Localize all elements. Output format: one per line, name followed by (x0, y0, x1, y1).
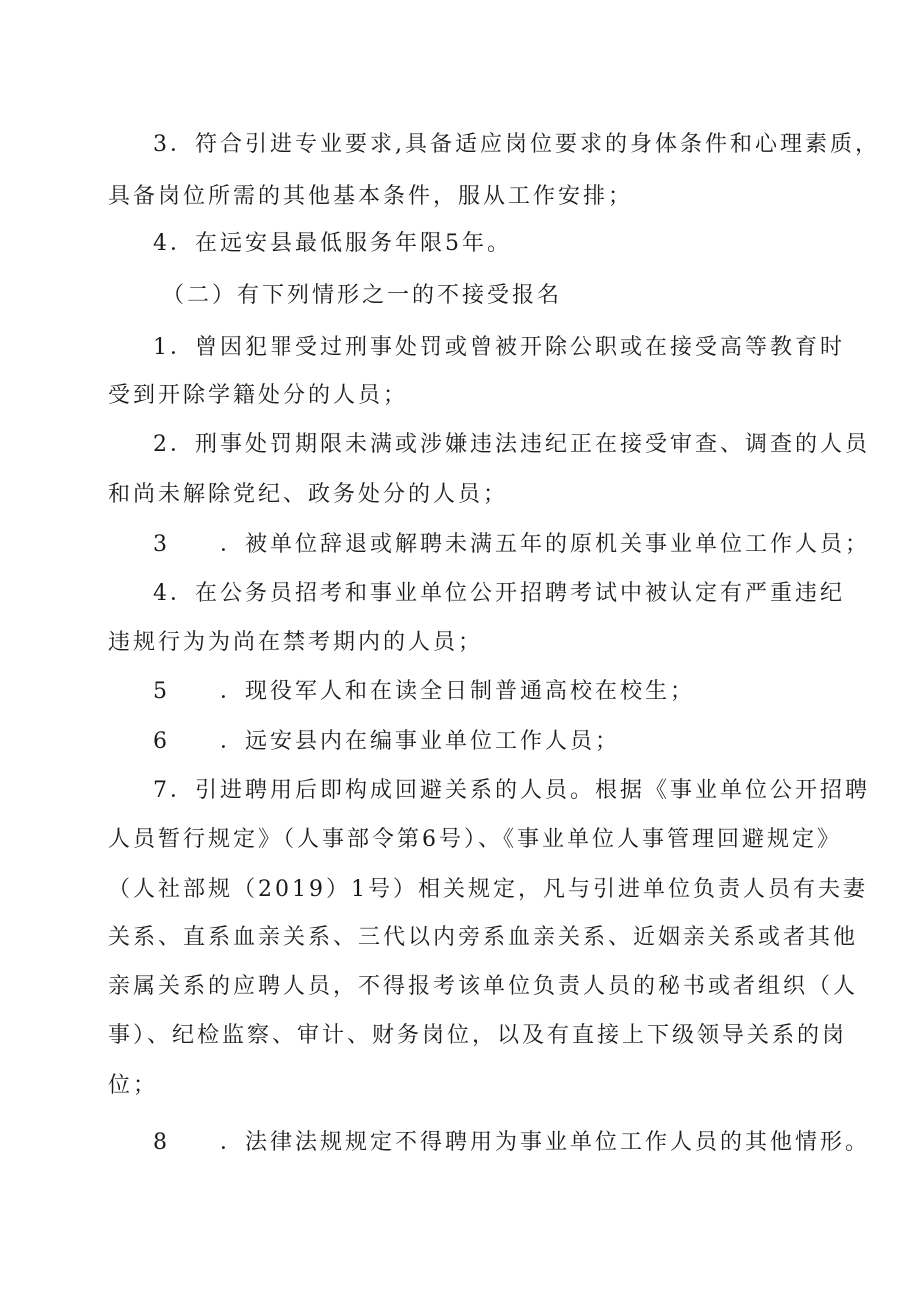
item-number: 8 (153, 1130, 170, 1155)
item-text: ．远安县内在编事业单位工作人员； (220, 729, 621, 754)
item-text: ．法律法规规定不得聘用为事业单位工作人员的其他情形。 (220, 1130, 871, 1155)
paragraph-line (153, 726, 883, 758)
paragraph-line (153, 1127, 883, 1159)
paragraph-line: 事）、纪检监察、审计、财务岗位，以及有直接上下级领导关系的岗 (108, 1023, 848, 1048)
paragraph-line: 位； (108, 1073, 159, 1098)
item-number: 6 (153, 729, 170, 754)
item-number: 5 (153, 679, 170, 704)
paragraph-line (153, 529, 883, 561)
item-text: ．现役军人和在读全日制普通高校在校生； (220, 679, 696, 704)
paragraph-line: 具备岗位所需的其他基本条件，服从工作安排； (108, 184, 634, 209)
paragraph-line: （人社部规（2019）1号）相关规定，凡与引进单位负责人员有夫妻 (108, 877, 868, 902)
paragraph-line: 3．符合引进专业要求,具备适应岗位要求的身体条件和心理素质， (153, 132, 880, 157)
item-number: 3 (153, 532, 170, 557)
paragraph-line: 和尚未解除党纪、政务处分的人员； (108, 482, 509, 507)
paragraph-line (153, 676, 883, 708)
paragraph-line: 4．在公务员招考和事业单位公开招聘考试中被认定有严重违纪 (153, 581, 845, 606)
paragraph-line: 亲属关系的应聘人员，不得报考该单位负责人员的秘书或者组织（人 (108, 974, 859, 999)
paragraph-line: 受到开除学籍处分的人员； (108, 383, 409, 408)
item-text: ．被单位辞退或解聘未满五年的原机关事业单位工作人员； (220, 532, 871, 557)
paragraph-line: 违规行为为尚在禁考期内的人员； (108, 630, 484, 655)
paragraph-line: 1．曾因犯罪受过刑事处罚或曾被开除公职或在接受高等教育时 (153, 335, 845, 360)
paragraph-line: 4．在远安县最低服务年限5年。 (153, 231, 512, 256)
paragraph-line: 关系、直系血亲关系、三代以内旁系血亲关系、近姻亲关系或者其他 (108, 925, 859, 950)
paragraph-line: 人员暂行规定》（人事部令第6号）、《事业单位人事管理回避规定》 (108, 827, 842, 852)
section-heading: （二）有下列情形之一的不接受报名 (162, 283, 563, 308)
paragraph-line: 2．刑事处罚期限未满或涉嫌违法违纪正在接受审查、调查的人员 (153, 432, 870, 457)
paragraph-line: 7．引进聘用后即构成回避关系的人员。根据《事业单位公开招聘 (153, 778, 870, 803)
